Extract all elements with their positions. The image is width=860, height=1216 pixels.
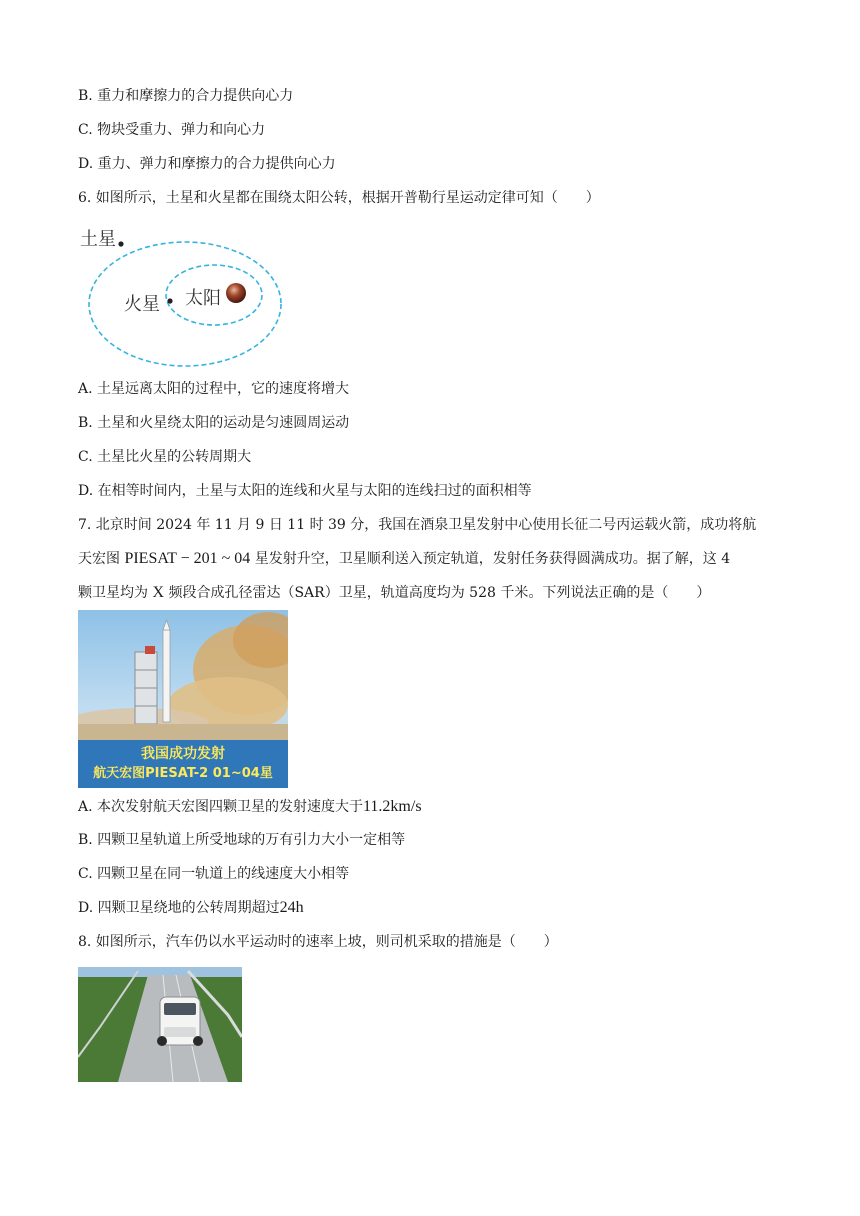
q7-option-b: B. 四颗卫星轨道上所受地球的万有引力大小一定相等: [78, 832, 406, 848]
q7-line3-post: 频段合成孔径雷达（SAR）卫星，轨道高度均为 528 千米。下列说法正确的是（ ）: [164, 585, 711, 601]
sun-icon: [226, 283, 246, 303]
sun-label: 太阳: [185, 288, 221, 309]
q5-option-d: D. 重力、弹力和摩擦力的合力提供向心力: [78, 156, 336, 172]
q7-stem-line-3: [78, 583, 710, 603]
car-slope-photo: [78, 967, 242, 1082]
q7-option-a-math: 11.2km/s: [363, 798, 422, 815]
q5-option-c: C. 物块受重力、弹力和向心力: [78, 122, 266, 138]
orbit-figure: [78, 222, 290, 372]
q6-stem: 6. 如图所示，土星和火星都在围绕太阳公转，根据开普勒行星运动定律可知（ ）: [78, 190, 600, 206]
q7-option-c: C. 四颗卫星在同一轨道上的线速度大小相等: [78, 866, 350, 882]
rocket-launch-photo: [78, 610, 288, 788]
q6-option-c: C. 土星比火星的公转周期大: [78, 449, 252, 465]
photo-caption: [78, 740, 288, 788]
q6-option-d: D. 在相等时间内，土星与太阳的连线和火星与太阳的连线扫过的面积相等: [78, 483, 532, 499]
q7-line2-math: PIESAT − 201 ~ 04: [124, 550, 251, 567]
mars-dot: [167, 298, 172, 303]
q7-option-a: [78, 797, 422, 817]
saturn-dot: [118, 241, 123, 246]
photo-caption-line-2: 航天宏图PIESAT-2 01~04星: [93, 766, 273, 781]
q7-line3-math: X: [152, 584, 165, 601]
q7-line2-post: 星发射升空，卫星顺利送入预定轨道，发射任务获得圆满成功。据了解，这 4: [250, 551, 731, 567]
saturn-label: 土星: [80, 229, 116, 250]
q7-option-a-text: A. 本次发射航天宏图四颗卫星的发射速度大于: [78, 799, 364, 815]
car-slope-scene: [78, 967, 242, 1082]
photo-caption-line-1: 我国成功发射: [141, 746, 225, 762]
q7-line2-pre: 天宏图: [78, 551, 125, 567]
q7-option-d: [78, 898, 304, 918]
q7-stem-line-2: [78, 549, 730, 569]
q8-stem: 8. 如图所示，汽车仍以水平运动时的速率上坡，则司机采取的措施是（ ）: [78, 934, 558, 950]
q6-option-b: B. 土星和火星绕太阳的运动是匀速圆周运动: [78, 415, 350, 431]
q7-stem-line-1: 7. 北京时间 2024 年 11 月 9 日 11 时 39 分，我国在酒泉卫星发射中心使用长征二号丙运载火箭，成功将航: [78, 517, 757, 533]
q7-option-d-math: 24h: [279, 899, 304, 916]
mars-label: 火星: [124, 294, 160, 315]
launch-scene: [78, 610, 288, 740]
q6-option-a: A. 土星远离太阳的过程中，它的速度将增大: [78, 381, 350, 397]
q5-option-b: B. 重力和摩擦力的合力提供向心力: [78, 88, 294, 104]
q7-option-d-text: D. 四颗卫星绕地的公转周期超过: [78, 900, 280, 916]
q7-line3-pre: 颗卫星均为: [78, 585, 153, 601]
